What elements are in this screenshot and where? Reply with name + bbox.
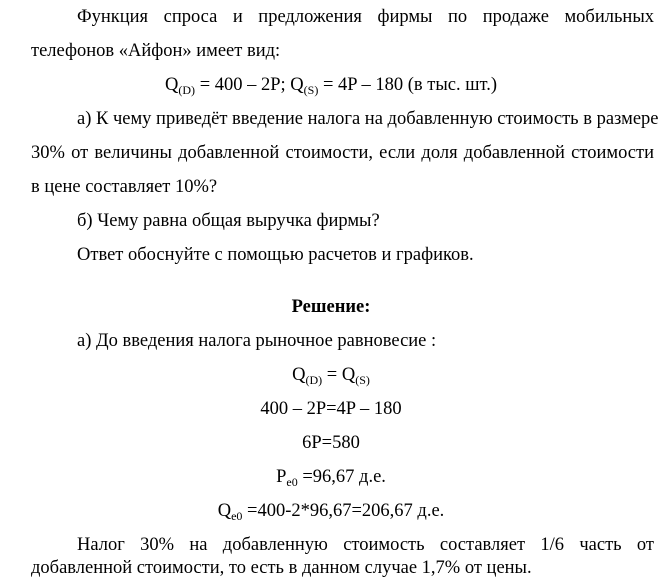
solution-heading: Решение: — [291, 297, 371, 317]
supply-demand-formula — [0, 74, 662, 96]
formula-mid: = 400 – 2P; Q — [195, 75, 304, 95]
question-a-line-1: а) К чему приведёт введение налога на добавленную стоимость в размере — [77, 109, 659, 129]
formula-sub-d: (D) — [178, 83, 196, 97]
instruction: Ответ обоснуйте с помощью расчетов и графиков. — [77, 245, 474, 265]
equilibrium-quantity — [0, 500, 662, 522]
eq1-q-symbol: Q — [292, 365, 306, 385]
formula-q-symbol: Q — [165, 75, 179, 95]
price-value: =96,67 д.е. — [297, 467, 386, 487]
equation-step-3: 6P=580 — [302, 433, 360, 453]
price-sub: e0 — [286, 475, 298, 489]
formula-sub-s: (S) — [303, 83, 319, 97]
equation-step-2: 400 – 2P=4P – 180 — [260, 399, 402, 419]
question-a-line-3: в цене составляет 10%? — [31, 177, 218, 197]
question-a-line-2: 30% от величины добавленной стоимости, если доля добавленной стоимости — [31, 143, 654, 163]
equilibrium-equation — [0, 364, 662, 386]
problem-line-2: телефонов «Айфон» имеет вид: — [31, 41, 281, 61]
formula-tail: = 4P – 180 (в тыс. шт.) — [318, 75, 497, 95]
problem-line-1: Функция спроса и предложения фирмы по продаже мобильных — [77, 7, 654, 27]
quantity-value: =400-2*96,67=206,67 д.е. — [242, 501, 445, 521]
tax-line-2: добавленной стоимости, то есть в данном случае 1,7% от цены. — [31, 558, 532, 578]
equilibrium-price — [0, 466, 662, 488]
solution-intro: а) До введения налога рыночное равновесие : — [77, 331, 437, 351]
eq1-sub-s: (S) — [355, 373, 370, 387]
eq1-sub-d: (D) — [305, 373, 323, 387]
price-symbol: P — [276, 467, 287, 487]
tax-line-1: Налог 30% на добавленную стоимость составляет 1/6 часть от — [77, 535, 654, 555]
quantity-symbol: Q — [217, 501, 232, 521]
eq1-mid: = Q — [322, 365, 356, 385]
quantity-sub: e0 — [231, 509, 243, 523]
question-b: б) Чему равна общая выручка фирмы? — [77, 211, 380, 231]
